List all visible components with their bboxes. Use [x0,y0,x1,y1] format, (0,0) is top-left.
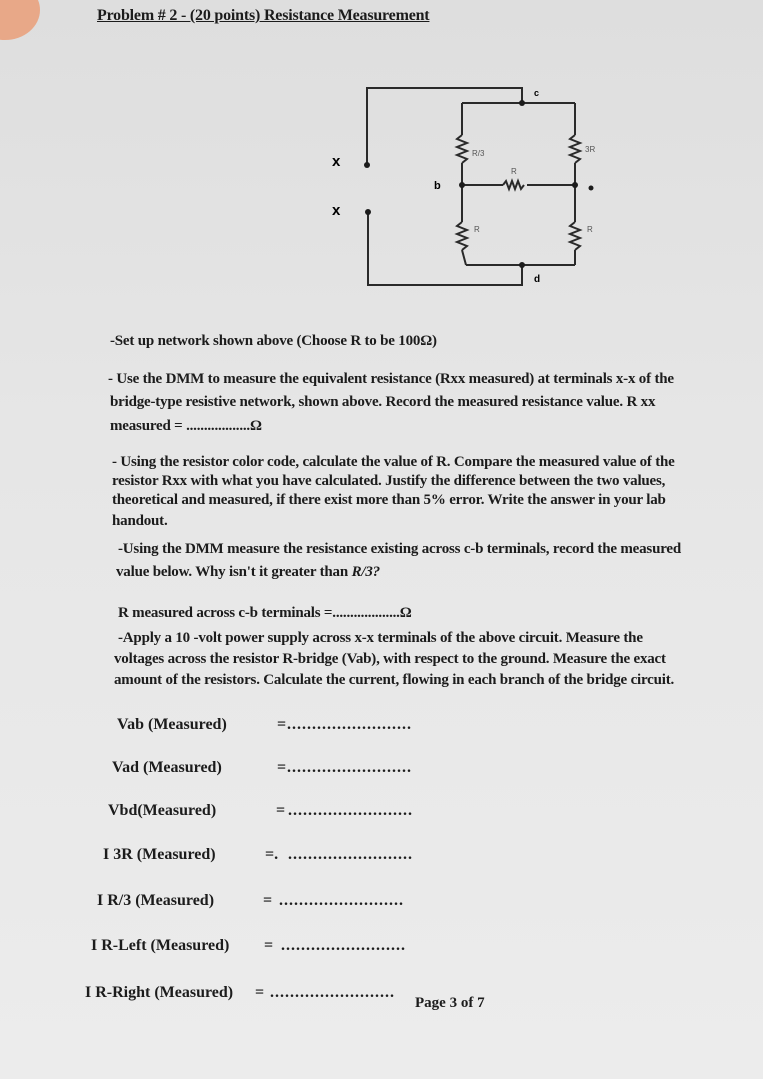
cb-line-2: value below. Why isn't it greater than R/3? [116,564,380,580]
apply-line-1: -Apply a 10 -volt power supply across x-x terminals of the above circuit. Measure the [118,630,643,646]
resistor-r-bridge [503,181,524,189]
problem-title: Problem # 2 - (20 points) Resistance Measurement [97,7,430,24]
resistor-r3 [457,135,467,163]
measurement-row: Vad (Measured) = ......................... [112,759,412,776]
resistor-r-right [570,222,580,250]
measurement-row: I R-Left (Measured) = ......................... [91,937,406,954]
apply-line-3: amount of the resistors. Calculate the current, flowing in each branch of the bridge circuit. [114,672,675,688]
measurement-row: I 3R (Measured) =. ......................... [103,846,413,863]
node-a-label: a [587,175,591,182]
resistor-r-left [457,222,467,250]
resistor-3r [570,135,580,163]
terminal-x-bottom: x [332,202,341,219]
resistor-r-mid-label: R [511,167,517,176]
color-line-3: theoretical and measured, if there exist more than 5% error. Write the answer in your lab [112,492,666,508]
cb-line-1: -Using the DMM measure the resistance existing across c-b terminals, record the measured [118,541,681,557]
bridge-circuit-diagram [0,0,763,320]
setup-text: -Set up network shown above (Choose R to be 100Ω) [110,333,437,349]
measurement-row: Vbd(Measured) = ......................... [108,802,413,819]
node-c-label: c [534,88,540,98]
apply-line-2: voltages across the resistor R-bridge (Vab), with respect to the ground. Measure the exact [114,651,666,667]
dmm-measured: measured = ..................Ω [110,418,262,434]
wire-top-loop [367,88,522,165]
page-number: Page 3 of 7 [415,995,485,1011]
resistor-3r-label: 3R [585,145,596,154]
measurement-row: I R/3 (Measured) = ......................... [97,892,404,909]
measurement-row: Vab (Measured) = ......................... [117,716,412,733]
color-line-4: handout. [112,513,168,529]
color-line-1: - Using the resistor color code, calculate the value of R. Compare the measured value of the [112,454,675,470]
node-d-label: d [534,274,541,285]
dmm-line-2: bridge-type resistive network, shown above. Record the measured resistance value. R xx [110,394,656,410]
r-cb-measured: R measured across c-b terminals =...................Ω [118,605,412,621]
color-line-2: resistor Rxx with what you have calculated. Justify the difference between the two values, [112,473,666,489]
rxx-label: R xx [626,394,656,410]
wire-bottom-loop [368,212,522,285]
dmm-line-1: - Use the DMM to measure the equivalent resistance (Rxx measured) at terminals x-x of the [108,371,674,387]
resistor-r3-label: R/3 [472,149,485,158]
node-b-label: b [434,180,441,192]
terminal-x-top: x [332,153,341,170]
measurement-row: I R-Right (Measured) = ......................... [85,984,395,1001]
resistor-r-right-label: R [587,225,593,234]
resistor-r-left-label: R [474,225,480,234]
